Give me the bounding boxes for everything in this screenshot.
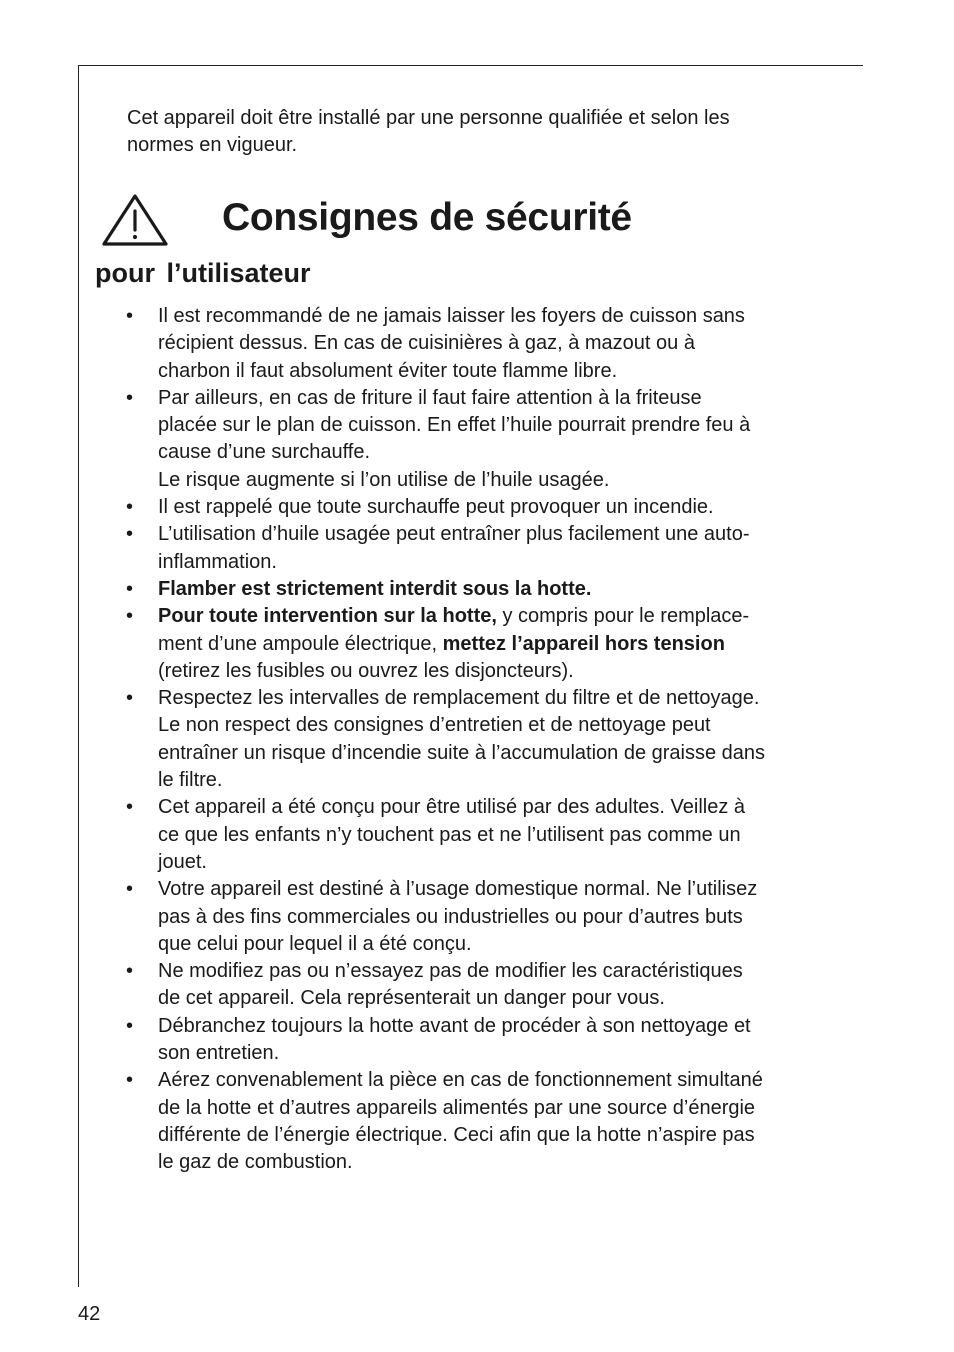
safety-list-item [126, 494, 836, 521]
list-item-line [158, 603, 836, 630]
list-item-line [158, 822, 836, 849]
list-item-line [158, 521, 836, 548]
safety-list-item [126, 958, 836, 1013]
list-item-line [158, 767, 836, 794]
body-text: Il est recommandé de ne jamais laisser les foyers de cuisson sans [158, 305, 745, 327]
list-item-line [158, 658, 836, 685]
emphasized-text: mettez l’appareil hors tension [442, 632, 725, 655]
list-item-line [158, 958, 836, 985]
bullet-marker: • [126, 1069, 134, 1092]
list-item-line [158, 358, 836, 385]
safety-list-item [126, 303, 836, 385]
list-item-line [158, 631, 836, 658]
warning-triangle-icon [100, 192, 170, 248]
list-item-line [158, 1095, 836, 1122]
list-item-line [158, 740, 836, 767]
list-item-line [158, 1149, 836, 1176]
safety-list-item [126, 685, 836, 794]
bullet-marker: • [126, 577, 134, 600]
bullet-marker: • [126, 496, 134, 519]
body-text: Débranchez toujours la hotte avant de procéder à son nettoyage et [158, 1014, 751, 1037]
page-frame-left-rule [78, 65, 79, 1287]
list-item-line [158, 467, 836, 494]
list-item-line [158, 549, 836, 576]
page-number: 42 [78, 1303, 101, 1325]
body-text: différente de l’énergie électrique. Ceci afin que la hotte n’aspire pas [158, 1123, 755, 1146]
body-text: Ne modifiez pas ou n’essayez pas de modifier les caractéristiques [158, 960, 743, 983]
body-text: son entretien. [158, 1042, 280, 1065]
bullet-marker: • [126, 523, 134, 546]
body-text: L’utilisation d’huile usagée peut entraîner plus facilement une auto- [158, 523, 750, 546]
list-item-line [158, 794, 836, 821]
list-item-line [158, 1013, 836, 1040]
body-text: y compris pour le remplace- [496, 605, 750, 628]
intro-line: normes en vigueur. [127, 134, 298, 156]
body-text: entraîner un risque d’incendie suite à l’accumulation de graisse dans [158, 741, 766, 764]
bullet-marker: • [126, 878, 134, 901]
safety-list-item [126, 1013, 836, 1068]
body-text: ment d’une ampoule électrique, [158, 632, 443, 655]
bullet-marker: • [126, 386, 134, 409]
safety-list-item [126, 794, 836, 876]
safety-list-item [126, 1067, 836, 1176]
list-item-line [158, 849, 836, 876]
emphasized-text: Pour toute intervention sur la hotte, [158, 605, 497, 628]
safety-instructions-list [126, 303, 836, 1177]
bullet-marker: • [126, 796, 134, 819]
list-item-line [158, 904, 836, 931]
body-text: ce que les enfants n’y touchent pas et ne l’utilisent pas comme un [158, 823, 741, 846]
safety-list-item [126, 876, 836, 958]
body-text: charbon il faut absolument éviter toute flamme libre. [158, 359, 618, 382]
bullet-marker: • [126, 687, 134, 710]
body-text: de la hotte et d’autres appareils alimentés par une source d’énergie [158, 1096, 756, 1119]
body-text: Aérez convenablement la pièce en cas de fonctionnement simultané [158, 1069, 763, 1092]
list-item-line [158, 439, 836, 466]
list-item-line [158, 303, 836, 330]
body-text: Le risque augmente si l’on utilise de l’huile usagée. [158, 468, 610, 491]
emphasized-text: Flamber est strictement interdit sous la hotte. [158, 577, 592, 600]
body-text: placée sur le plan de cuisson. En effet l’huile pourrait prendre feu à [158, 414, 751, 437]
body-text: Le non respect des consignes d’entretien et de nettoyage peut [158, 714, 711, 737]
bullet-marker: • [126, 605, 134, 628]
body-text: (retirez les fusibles ou ouvrez les disjoncteurs). [158, 659, 574, 682]
safety-list-item [126, 576, 836, 603]
body-text: que celui pour lequel il a été conçu. [158, 932, 472, 955]
body-text: Il est rappelé que toute surchauffe peut provoquer un incendie. [158, 496, 714, 519]
list-item-line [158, 412, 836, 439]
intro-line: Cet appareil doit être installé par une personne qualifiée et selon les [127, 107, 730, 129]
list-item-line [158, 1040, 836, 1067]
list-item-line [158, 1122, 836, 1149]
safety-list-item [126, 603, 836, 685]
intro-paragraph [127, 105, 827, 159]
list-item-line [158, 931, 836, 958]
bullet-marker: • [126, 305, 134, 327]
page-frame-top-rule [78, 65, 863, 66]
body-text: inflammation. [158, 550, 277, 573]
list-item-line [158, 985, 836, 1012]
body-text: récipient dessus. En cas de cuisinières à gaz, à mazout ou à [158, 332, 695, 355]
list-item-line [158, 576, 836, 603]
safety-list-item [126, 385, 836, 494]
body-text: Votre appareil est destiné à l’usage domestique normal. Ne l’utilisez [158, 878, 758, 901]
body-text: le filtre. [158, 769, 223, 792]
body-text: de cet appareil. Cela représenterait un danger pour vous. [158, 987, 665, 1010]
bullet-marker: • [126, 960, 134, 983]
body-text: Cet appareil a été conçu pour être utilisé par des adultes. Veillez à [158, 796, 746, 819]
body-text: le gaz de combustion. [158, 1151, 353, 1174]
list-item-line [158, 330, 836, 357]
list-item-line [158, 385, 836, 412]
list-item-line [158, 1067, 836, 1094]
list-item-line [158, 494, 836, 521]
body-text: cause d’une surchauffe. [158, 441, 371, 464]
section-subtitle: pour l’utilisateur [95, 258, 311, 288]
body-text: pas à des fins commerciales ou industrielles ou pour d’autres buts [158, 905, 743, 928]
body-text: Par ailleurs, en cas de friture il faut faire attention à la friteuse [158, 386, 702, 409]
safety-list-item [126, 521, 836, 576]
body-text: jouet. [158, 850, 207, 873]
list-item-line [158, 712, 836, 739]
bullet-marker: • [126, 1014, 134, 1037]
body-text: Respectez les intervalles de remplacement du filtre et de nettoyage. [158, 687, 760, 710]
page-title: Consignes de sécurité [222, 196, 632, 239]
list-item-line [158, 876, 836, 903]
list-item-line [158, 685, 836, 712]
